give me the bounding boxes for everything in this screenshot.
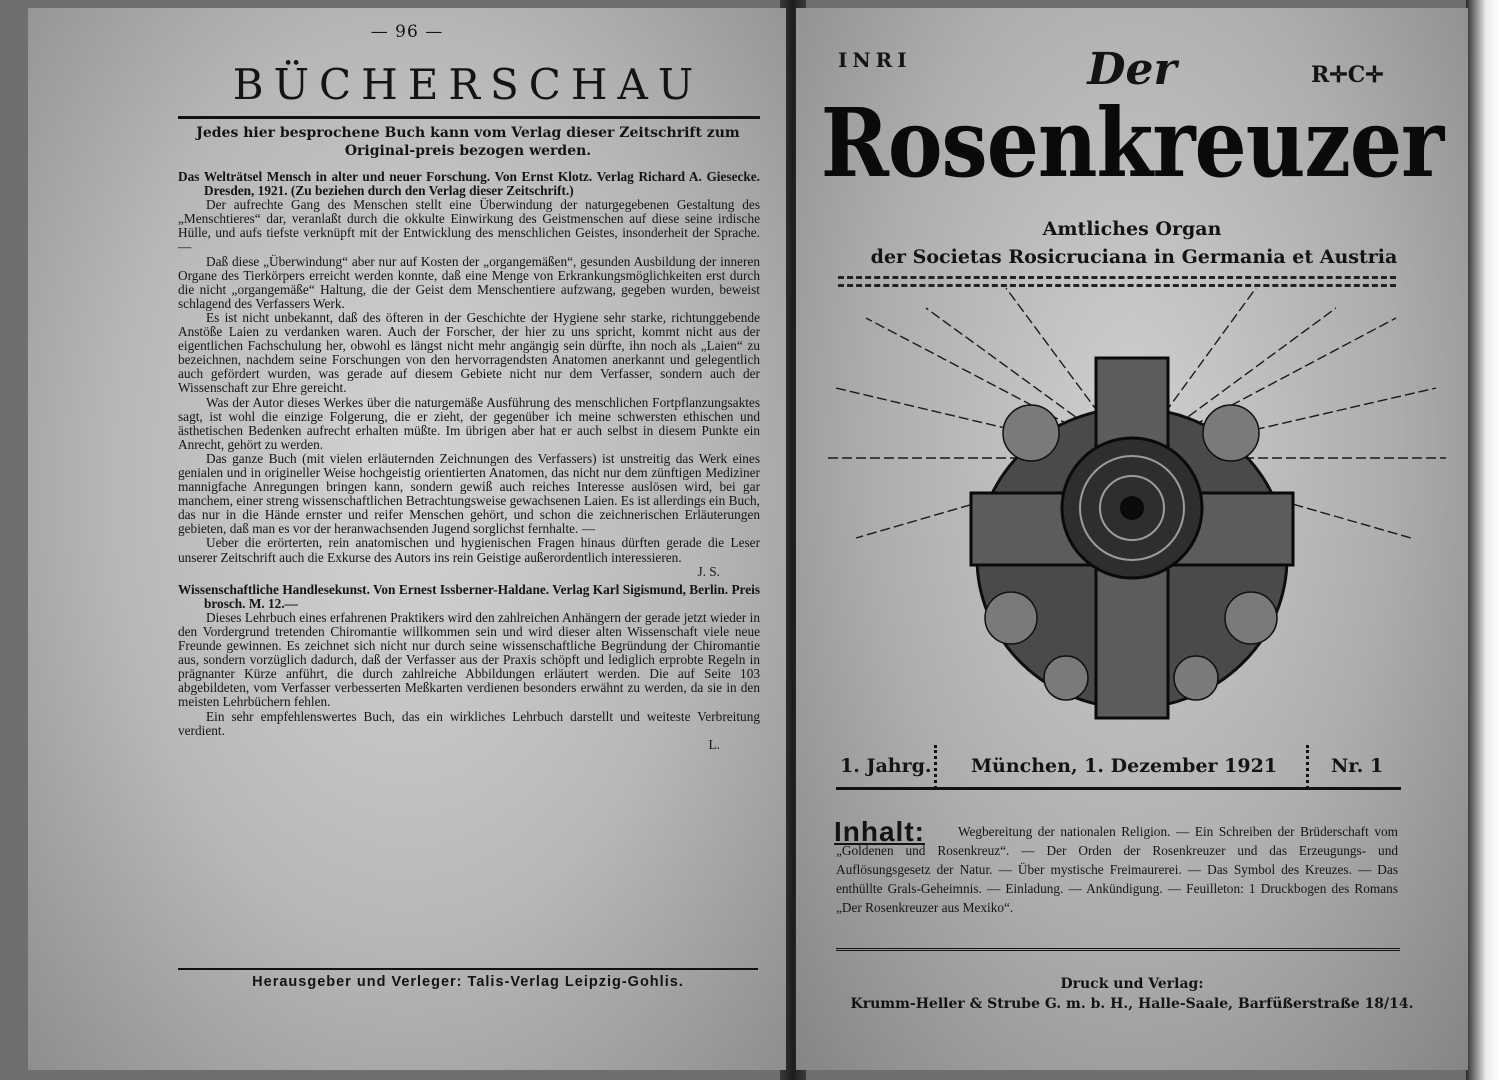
review1-signature: J. S. [697, 563, 720, 579]
rc-mark: R✛C✛ [1311, 62, 1384, 88]
footer-rule [178, 968, 758, 970]
title-rule [178, 116, 760, 119]
review1-paragraph: Ueber die erörterten, rein anatomischen und hygienischen Fragen hinaus dürften gerade die Leser unserer Zeitschrift auch die Exkurse des Autors ins rein Geistige außerordentlich interessieren. [178, 535, 760, 565]
review1-paragraph: Daß diese „Überwindung“ aber nur auf Kosten der „organgemäßen“, gesunden Ausbildung der inneren Organe des Tierkörpers erreicht werden konnte, daß eine Menge von Erkrankungsmöglichkeiten erst durch die nicht „organgemäße“ Haltung, die der Geist dem Menschentiere aufzwang, gegeben wurden, beweist schlagend des Verfassers Werk. [178, 253, 760, 311]
issue-bar [836, 745, 1401, 790]
review2-paragraph: Dieses Lehrbuch eines erfahrenen Praktikers wird den zahlreichen Anhängern der gerade jetzt wieder in den Vordergrund tretenden Chiromantie willkommen sein und wird dieser alten Wissenschaft viele neue Freunde gewinnen. Es zeichnet sich nicht nur durch seine wissenschaftliche Begründung der Chiromantie aus, sondern vorzüglich dadurch, daß der Verfasser aus der Praxis schöpft und lediglich erprobte Regeln in prägnanter Kürze anführt, die durch zahlreiche Abbildungen erläutert werden. Die auf Seite 103 abgebildeten, vom Verfasser verbesserten Meßkarten verdienen besonders erwähnt zu werden, da sie in den meisten Lehrbüchern fehlen. [178, 609, 760, 710]
issue-number: Nr. 1 [1331, 755, 1384, 777]
printer-address: Krumm-Heller & Strube G. m. b. H., Halle-Saale, Barfüßerstraße 18/14. [850, 996, 1414, 1012]
contents-label: Inhalt: [834, 816, 925, 847]
review-text [178, 170, 760, 752]
section-title: BÜCHERSCHAU [232, 60, 704, 109]
page-number: — 96 — [370, 22, 444, 42]
right-page [796, 8, 1468, 1070]
review1-paragraph: Was der Autor dieses Werkes über die naturgemäße Ausführung des menschlichen Fortpflanzungsaktes sagt, ist wohl die einzige Folgerung, die er zieht, der gegenüber ich meine schwersten ethischen und ästhetischen Bedenken aufrecht erhalten müßte. Im übrigen aber hat er auch selbst in diesem Punkte ein Anrecht, gehört zu werden. [178, 394, 760, 452]
title-der: Der [1087, 44, 1177, 95]
review1-paragraph: Es ist nicht unbekannt, daß des öfteren in der Geschichte der Hygiene sehr starke, richtunggebende Anstöße Laien zu verdanken waren. Auch der Forscher, der hier zu uns spricht, kommt nicht aus der eigentlichen Fachschulung her, obwohl es längst nicht mehr angängig sein dürfte, ihn noch als „Laien“ zu bezeichnen, nachdem seine Forschungen von den hervorragendsten Anatomen anerkannt und gelegentlich auch gefördert wurden, was gerade auf diesem Gebiete nicht nur dem Verfasser, sondern auch der Wissenschaft zur Ehre gereicht. [178, 309, 760, 396]
left-page [28, 8, 786, 1070]
subtitle-societas: der Societas Rosicruciana in Germania et Austria [870, 246, 1398, 268]
subtitle-organ: Amtliches Organ [1042, 218, 1222, 240]
issue-separator [934, 745, 937, 789]
inri-mark: INRI [838, 48, 912, 72]
scan-edge [1466, 0, 1499, 1080]
issue-date: München, 1. Dezember 1921 [971, 755, 1278, 777]
review2-signature: L. [708, 736, 720, 752]
review1-entry: Das Welträtsel Mensch in alter und neuer Forschung. Von Ernst Klotz. Verlag Richard A. Giesecke. Dresden, 1921. (Zu beziehen durch den Verlag dieser Zeitschrift.) [178, 169, 760, 199]
issue-year: 1. Jahrg. [840, 755, 932, 777]
notice: Jedes hier besprochene Buch kann vom Verlag dieser Zeitschrift zum Original-preis bezogen werden. [196, 125, 740, 159]
issue-separator [1306, 745, 1309, 789]
review1-paragraph: Das ganze Buch (mit vielen erläuternden Zeichnungen des Verfassers) ist unstreitig das Werk eines genialen und in origineller Weise hochgeistig orientierten Anatomen, das nicht nur dem zünftigen Mediziner mannigfache Anregungen bringen kann, sondern gewiß auch reiches Interesse auslösen wird, bei gar manchem, einer streng wissenschaftlichen Betrachtungsweise gewachsenen Laien. Es ist allerdings ein Buch, das nur in die Hände ernster und reifer Menschen gehört, und schon die zeichnerischen Erläuterungen gebieten, daß man es vor der heranwachsenden Jugend sorglichst fernhalte. — [178, 450, 760, 537]
bottom-rule [836, 948, 1400, 951]
rose-cross-emblem [796, 258, 1468, 758]
review2-paragraph: Ein sehr empfehlenswertes Buch, das ein wirkliches Lehrbuch darstellt und weiteste Verbreitung verdient. [178, 708, 760, 738]
contents-text: Wegbereitung der nationalen Religion. — Ein Schreiben der Brüderschaft vom „Goldenen und Rosenkreuz“. — Der Orden der Rosenkreuzer und das Erzeugungs- und Auflösungsgesetz der Natur. — Über mystische Freimaurerei. — Das Symbol des Kreuzes. — Das enthüllte Grals-Geheimnis. — Einladung. — Ankündigung. — Feuilleton: 1 Druckbogen des Romans „Der Rosenkreuzer aus Mexiko“. [836, 824, 1398, 915]
publisher-footer: Herausgeber und Verleger: Talis-Verlag Leipzig-Gohlis. [252, 974, 684, 990]
review1-paragraph: Der aufrechte Gang des Menschen stellt eine Überwindung der naturgegebenen Gestaltung des „Menschtieres“ dar, veranlaßt durch die okkulte Einwirkung des Geistmenschen auf diese seine irdische Hülle, und aufs tiefste verknüpft mit der Entwicklung des menschlichen Geistes, insonderheit der Sprache. — [178, 197, 760, 255]
printer-label: Druck und Verlag: [1060, 976, 1204, 992]
masthead-title: Rosenkreuzer [820, 88, 1444, 200]
review2-entry: Wissenschaftliche Handlesekunst. Von Ernest Issberner-Haldane. Verlag Karl Sigismund, Berlin. Preis brosch. M. 12.— [178, 581, 760, 611]
